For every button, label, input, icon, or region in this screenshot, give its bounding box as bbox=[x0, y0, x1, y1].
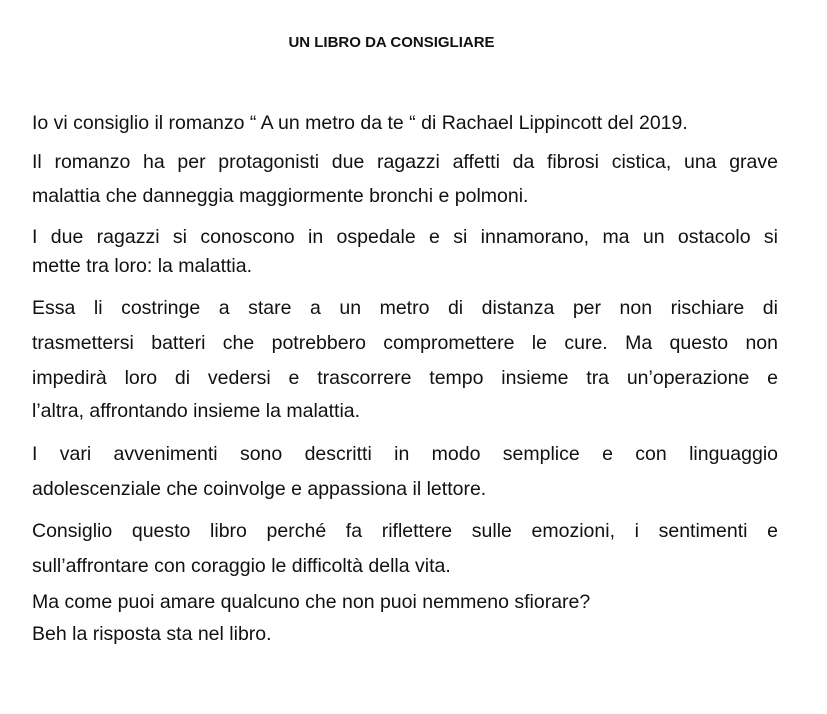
text-line: Essa li costringe a stare a un metro di distanza per non rischiare di bbox=[32, 297, 778, 319]
text-line: impedirà loro di vedersi e trascorrere tempo insieme tra un’operazione e bbox=[32, 367, 778, 389]
document-title: UN LIBRO DA CONSIGLIARE bbox=[288, 34, 495, 51]
text-line: trasmettersi batteri che potrebbero compromettere le cure. Ma questo non bbox=[32, 332, 778, 354]
text-line: l’altra, affrontando insieme la malattia. bbox=[32, 400, 361, 422]
text-line: Ma come puoi amare qualcuno che non puoi nemmeno sfiorare? bbox=[32, 591, 591, 613]
text-line: sull’affrontare con coraggio le difficoltà della vita. bbox=[32, 555, 451, 577]
text-line: I due ragazzi si conoscono in ospedale e si innamorano, ma un ostacolo si bbox=[32, 226, 778, 248]
text-line: Io vi consiglio il romanzo “ A un metro da te “ di Rachael Lippincott del 2019. bbox=[32, 112, 688, 134]
text-line: adolescenziale che coinvolge e appassiona il lettore. bbox=[32, 478, 487, 500]
text-line: Beh la risposta sta nel libro. bbox=[32, 623, 272, 645]
text-line: malattia che danneggia maggiormente bronchi e polmoni. bbox=[32, 185, 529, 207]
text-line: Consiglio questo libro perché fa riflettere sulle emozioni, i sentimenti e bbox=[32, 520, 778, 542]
text-line: I vari avvenimenti sono descritti in modo semplice e con linguaggio bbox=[32, 443, 778, 465]
text-line: mette tra loro: la malattia. bbox=[32, 255, 253, 277]
text-line: Il romanzo ha per protagonisti due ragazzi affetti da fibrosi cistica, una grave bbox=[32, 151, 778, 173]
